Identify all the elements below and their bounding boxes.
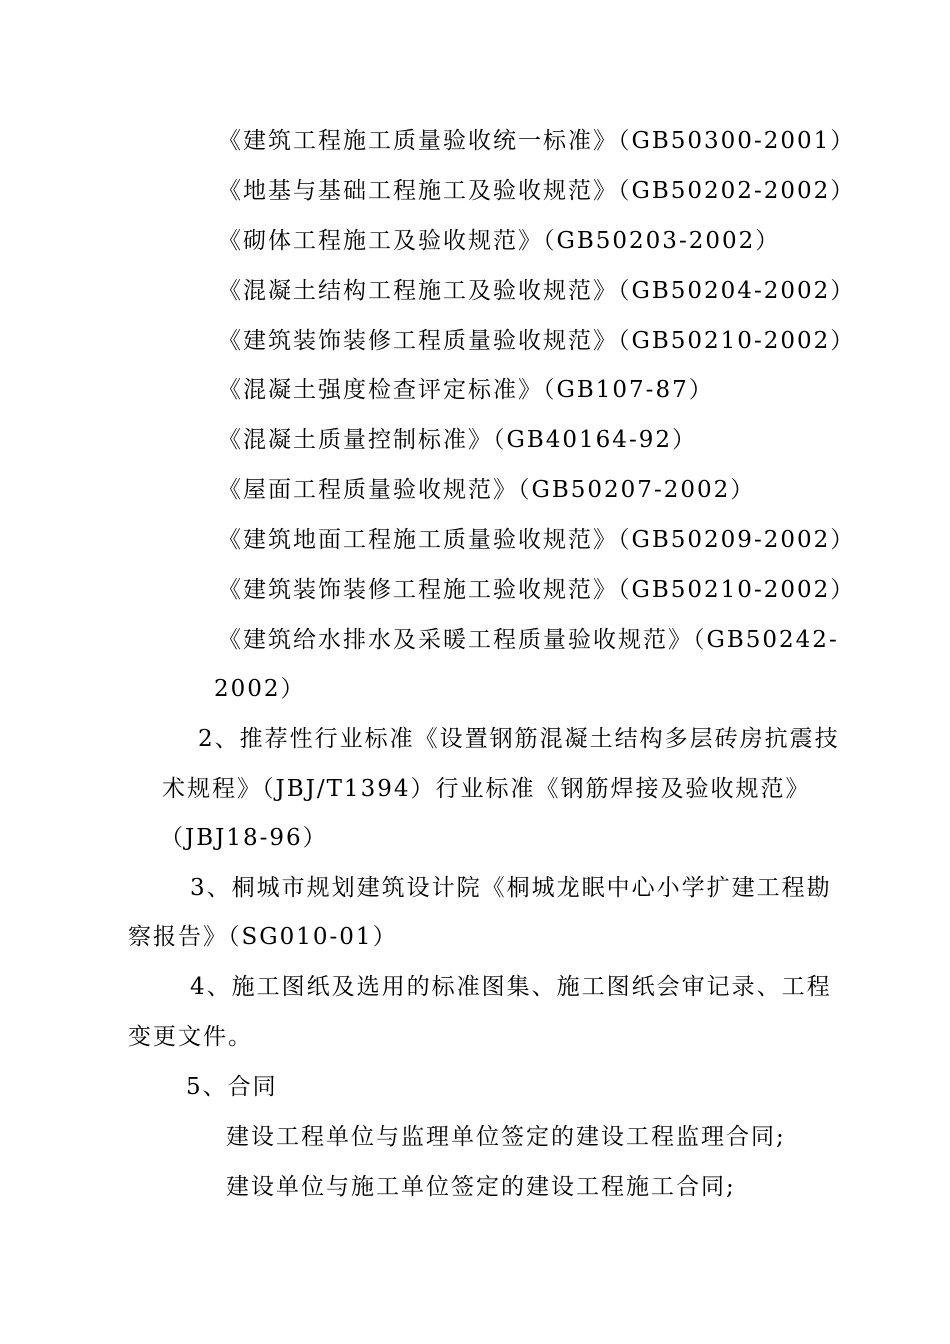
- item-4-line-1: 4、施工图纸及选用的标准图集、施工图纸会审记录、工程: [190, 974, 832, 1000]
- standard-item: 《砌体工程施工及验收规范》（GB50203-2002）: [218, 228, 781, 254]
- standard-item: 《屋面工程质量验收规范》（GB50207-2002）: [218, 477, 756, 503]
- standard-item-continued: 2002）: [214, 676, 306, 702]
- standard-item: 《建筑装饰装修工程质量验收规范》（GB50210-2002）: [218, 328, 856, 354]
- item-4-line-2: 变更文件。: [128, 1024, 253, 1050]
- standard-item: 《混凝土强度检查评定标准》（GB107-87）: [218, 377, 714, 403]
- contract-item: 建设单位与施工单位签定的建设工程施工合同;: [226, 1174, 736, 1200]
- item-3-line-2: 察报告》（SG010-01）: [128, 924, 398, 950]
- standard-item: 《建筑给水排水及采暖工程质量验收规范》（GB50242-: [218, 627, 839, 653]
- standard-item: 《混凝土结构工程施工及验收规范》（GB50204-2002）: [218, 278, 856, 304]
- standard-item: 《建筑装饰装修工程施工验收规范》（GB50210-2002）: [218, 577, 856, 603]
- item-2-line-3: （JBJ18-96）: [160, 825, 328, 851]
- standard-item: 《建筑地面工程施工质量验收规范》（GB50209-2002）: [218, 527, 856, 553]
- standard-item: 《混凝土质量控制标准》（GB40164-92）: [218, 427, 697, 453]
- contract-item: 建设工程单位与监理单位签定的建设工程监理合同;: [226, 1124, 786, 1150]
- standard-item: 《地基与基础工程施工及验收规范》（GB50202-2002）: [218, 178, 856, 204]
- item-3-line-1: 3、桐城市规划建筑设计院《桐城龙眠中心小学扩建工程勘: [190, 875, 832, 901]
- item-2-line-2: 术规程》（JBJ/T1394）行业标准《钢筋焊接及验收规范》: [162, 776, 811, 802]
- item-5-title: 5、合同: [186, 1074, 278, 1100]
- standard-item: 《建筑工程施工质量验收统一标准》（GB50300-2001）: [218, 128, 856, 154]
- item-2-line-1: 2、推荐性行业标准《设置钢筋混凝土结构多层砖房抗震技: [198, 726, 840, 752]
